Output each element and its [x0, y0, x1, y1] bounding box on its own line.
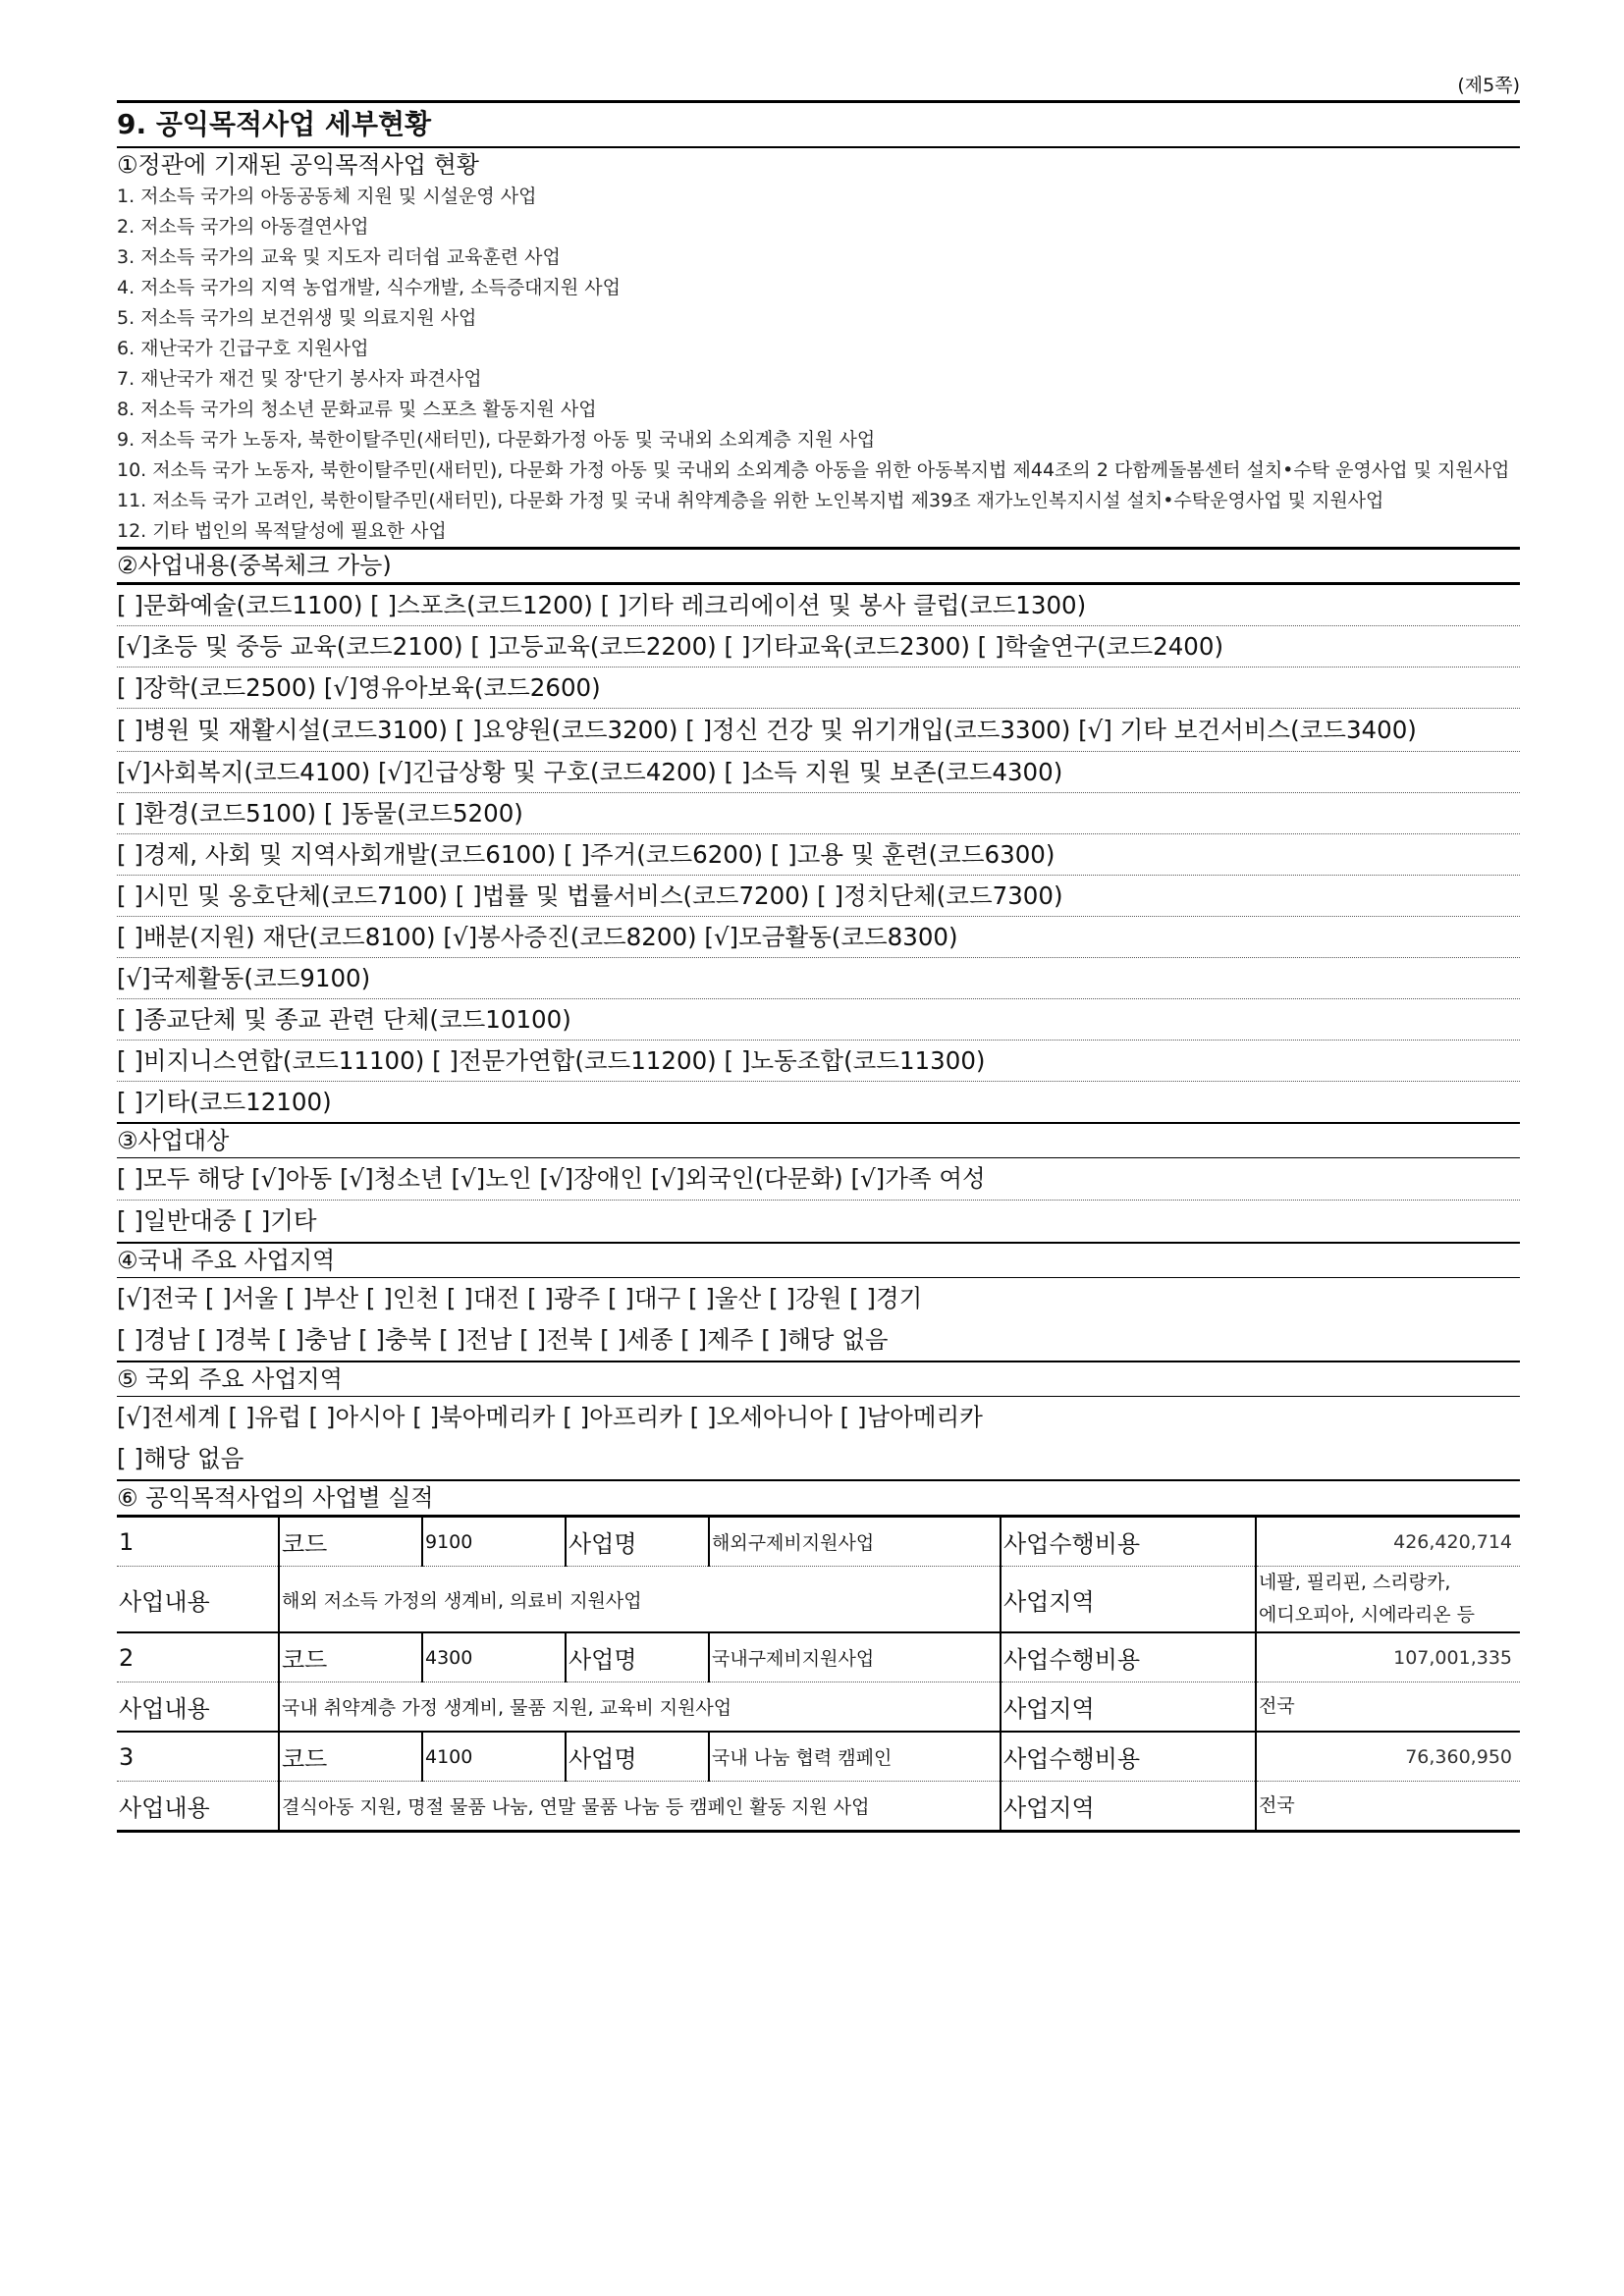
article-item: 12. 기타 법인의 목적달성에 필요한 사업: [117, 516, 1520, 548]
category-line: [√]국제활동(코드9100): [117, 958, 1520, 999]
table-row: [117, 1632, 1520, 1682]
name-value: 국내구제비지원사업: [709, 1632, 1001, 1682]
performance-heading: ⑥ 공익목적사업의 사업별 실적: [117, 1479, 1520, 1515]
content-value: 국내 취약계층 가정 생계비, 물품 지원, 교육비 지원사업: [279, 1682, 1001, 1733]
domestic-region-heading: ④국내 주요 사업지역: [117, 1242, 1520, 1278]
domestic-region-line: [ ]경남 [ ]경북 [ ]충남 [ ]충북 [ ]전남 [ ]전북 [ ]세종 [ ]제주 [ ]해당 없음: [117, 1325, 889, 1354]
business-content-heading: ②사업내용(중복체크 가능): [117, 548, 1520, 585]
article-item: 8. 저소득 국가의 청소년 문화교류 및 스포츠 활동지원 사업: [117, 399, 597, 420]
target-line: [ ]일반대중 [ ]기타: [117, 1206, 317, 1235]
cost-label: 사업수행비용: [1001, 1517, 1256, 1567]
cost-label: 사업수행비용: [1001, 1732, 1256, 1782]
article-item: 1. 저소득 국가의 아동공동체 지원 및 시설운영 사업: [117, 186, 537, 207]
code-value: 9100: [422, 1517, 566, 1567]
overseas-region-line: [√]전세계 [ ]유럽 [ ]아시아 [ ]북아메리카 [ ]아프리카 [ ]오세아니아 [ ]남아메리카: [117, 1403, 983, 1431]
name-value: 국내 나눔 협력 캠페인: [709, 1732, 1001, 1782]
cost-label: 사업수행비용: [1001, 1632, 1256, 1682]
article-item: 5. 저소득 국가의 보건위생 및 의료지원 사업: [117, 307, 477, 329]
article-item: 11. 저소득 국가 고려인, 북한이탈주민(새터민), 다문화 가정 및 국내 취약계층을 위한 노인복지법 제39조 재가노인복지시설 설치•수탁운영사업 및 지원사업: [117, 490, 1384, 511]
name-label: 사업명: [566, 1632, 709, 1682]
category-line: [ ]병원 및 재활시설(코드3100) [ ]요양원(코드3200) [ ]정신 건강 및 위기개입(코드3300) [√] 기타 보건서비스(코드3400): [117, 709, 1520, 752]
category-line: [ ]비지니스연합(코드11100) [ ]전문가연합(코드11200) [ ]노동조합(코드11300): [117, 1041, 1520, 1082]
section-title: 9. 공익목적사업 세부현황: [117, 100, 1520, 148]
code-label: 코드: [279, 1732, 422, 1782]
name-label: 사업명: [566, 1517, 709, 1567]
code-value: 4300: [422, 1632, 566, 1682]
category-line: [ ]문화예술(코드1100) [ ]스포츠(코드1200) [ ]기타 레크리에이션 및 봉사 클럽(코드1300): [117, 585, 1520, 626]
article-item: 7. 재난국가 재건 및 장'단기 봉사자 파견사업: [117, 368, 482, 390]
articles-list: [117, 182, 1520, 548]
category-line: [ ]종교단체 및 종교 관련 단체(코드10100): [117, 999, 1520, 1041]
region-line: 에디오피아, 시에라리온 등: [1259, 1604, 1476, 1626]
category-line: [ ]경제, 사회 및 지역사회개발(코드6100) [ ]주거(코드6200) [ ]고용 및 훈련(코드6300): [117, 834, 1520, 876]
content-value: 결식아동 지원, 명절 물품 나눔, 연말 물품 나눔 등 캠페인 활동 지원 사업: [279, 1782, 1001, 1832]
article-item: 2. 저소득 국가의 아동결연사업: [117, 216, 369, 238]
category-line: [√]사회복지(코드4100) [√]긴급상황 및 구호(코드4200) [ ]소득 지원 및 보존(코드4300): [117, 752, 1520, 793]
article-item: 9. 저소득 국가 노동자, 북한이탈주민(새터민), 다문화가정 아동 및 국내외 소외계층 지원 사업: [117, 429, 876, 451]
category-line: [ ]기타(코드12100): [117, 1088, 332, 1116]
target-heading: ③사업대상: [117, 1122, 1520, 1158]
table-row: [117, 1682, 1520, 1733]
region-label: 사업지역: [1001, 1682, 1256, 1733]
page-number: (제5쪽): [1457, 75, 1520, 96]
cost-value: 107,001,335: [1256, 1632, 1520, 1682]
domestic-region-line: [√]전국 [ ]서울 [ ]부산 [ ]인천 [ ]대전 [ ]광주 [ ]대구 [ ]울산 [ ]강원 [ ]경기: [117, 1284, 923, 1312]
name-value: 해외구제비지원사업: [709, 1517, 1001, 1567]
table-row: [117, 1732, 1520, 1782]
overseas-region-line: [ ]해당 없음: [117, 1444, 244, 1472]
articles-heading: ①정관에 기재된 공익목적사업 현황: [117, 151, 479, 179]
cost-value: 426,420,714: [1256, 1517, 1520, 1567]
region-value: 전국: [1256, 1782, 1520, 1832]
content-label: 사업내용: [117, 1682, 279, 1733]
article-item: 10. 저소득 국가 노동자, 북한이탈주민(새터민), 다문화 가정 아동 및 국내외 소외계층 아동을 위한 아동복지법 제44조의 2 다함께돌봄센터 설치•수탁 운영사업 및 지원사업: [117, 459, 1510, 481]
category-line: [ ]환경(코드5100) [ ]동물(코드5200): [117, 793, 1520, 834]
category-line: [ ]장학(코드2500) [√]영유아보육(코드2600): [117, 667, 1520, 709]
name-label: 사업명: [566, 1732, 709, 1782]
article-item: 4. 저소득 국가의 지역 농업개발, 식수개발, 소득증대지원 사업: [117, 277, 621, 298]
region-label: 사업지역: [1001, 1567, 1256, 1633]
article-item: 3. 저소득 국가의 교육 및 지도자 리더쉽 교육훈련 사업: [117, 246, 561, 268]
category-line: [ ]배분(지원) 재단(코드8100) [√]봉사증진(코드8200) [√]모금활동(코드8300): [117, 917, 1520, 958]
region-line: 네팔, 필리핀, 스리랑카,: [1259, 1572, 1451, 1593]
performance-table: [117, 1515, 1520, 1833]
row-number: 1: [117, 1517, 279, 1567]
target-line: [ ]모두 해당 [√]아동 [√]청소년 [√]노인 [√]장애인 [√]외국인(다문화) [√]가족 여성: [117, 1158, 1520, 1201]
code-label: 코드: [279, 1517, 422, 1567]
content-label: 사업내용: [117, 1567, 279, 1633]
row-number: 2: [117, 1632, 279, 1682]
region-label: 사업지역: [1001, 1782, 1256, 1832]
business-content-list: [117, 585, 1520, 1122]
table-row: [117, 1517, 1520, 1567]
code-label: 코드: [279, 1632, 422, 1682]
table-row: [117, 1567, 1520, 1633]
table-row: [117, 1782, 1520, 1832]
category-line: [ ]시민 및 옹호단체(코드7100) [ ]법률 및 법률서비스(코드7200) [ ]정치단체(코드7300): [117, 876, 1520, 917]
document-page: [117, 71, 1520, 1833]
article-item: 6. 재난국가 긴급구호 지원사업: [117, 338, 369, 359]
region-value: [1256, 1567, 1520, 1633]
row-number: 3: [117, 1732, 279, 1782]
cost-value: 76,360,950: [1256, 1732, 1520, 1782]
code-value: 4100: [422, 1732, 566, 1782]
content-label: 사업내용: [119, 1794, 210, 1822]
overseas-region-heading: ⑤ 국외 주요 사업지역: [117, 1361, 1520, 1397]
content-value: 해외 저소득 가정의 생계비, 의료비 지원사업: [279, 1567, 1001, 1633]
category-line: [√]초등 및 중등 교육(코드2100) [ ]고등교육(코드2200) [ ]기타교육(코드2300) [ ]학술연구(코드2400): [117, 626, 1520, 667]
region-value: 전국: [1256, 1682, 1520, 1733]
